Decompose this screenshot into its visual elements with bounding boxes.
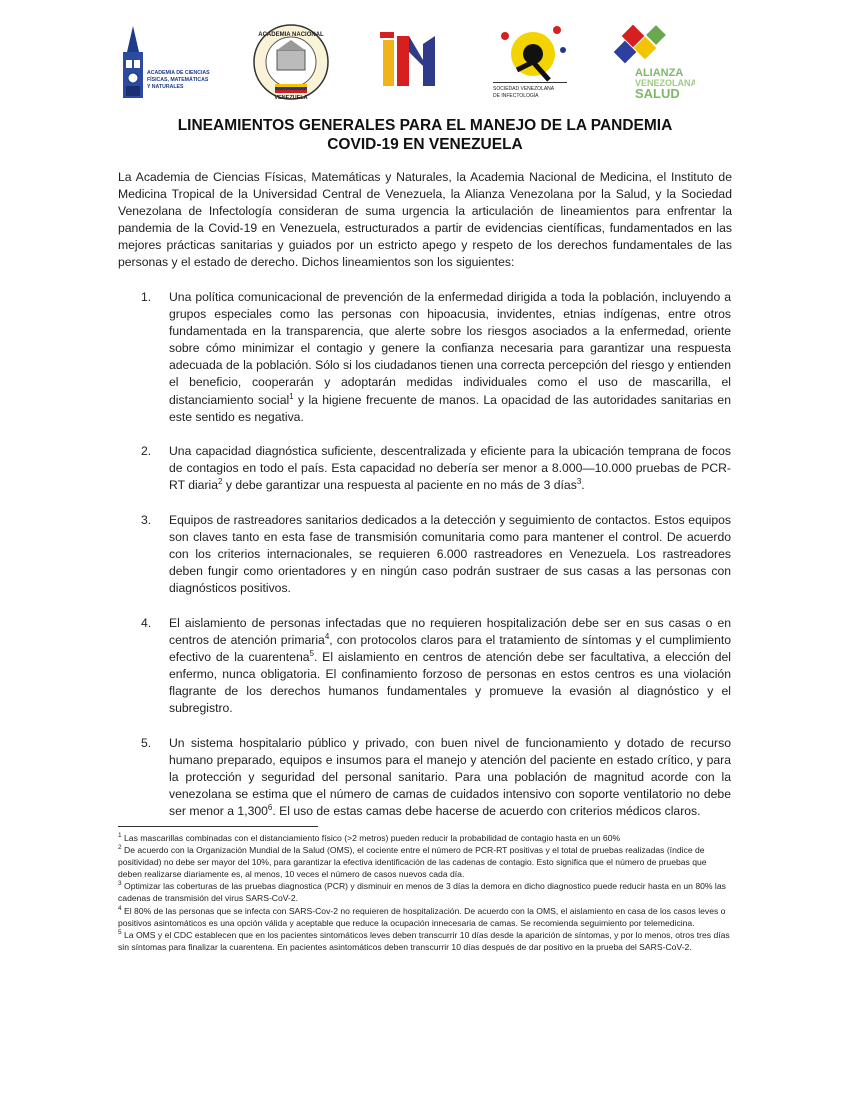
footnote: $^5$ La OMS y el CDC establecen que en los pacientes sintomáticos leves deben transcurrir 10 días desde la aparición de síntomas, y por lo menos, otros tres días sin síntomas para finalizar la cuarentena. En pacientes asintomáticos deben transcurrir 10 días después de dar positivo en la prueba del SARS-CoV-2. [118,928,730,952]
item-number: 1. [141,290,152,304]
svg-text:ALIANZA: ALIANZA [635,67,684,79]
footnote: $^4$ El 80% de las personas que se infecta con SARS-Cov-2 no requieren de hospitalización. De acuerdo con la OMS, el aislamiento en casa de los casos leves o positivos asintomáticos es una opción válida y aceptable que reduce la ocupación innecesaria de camas. Se recomienda seguimiento por telemedicina. [118,904,726,928]
imt-logo [377,22,445,94]
logos-header [115,22,715,102]
svg-text:DE INFECTOLOGÍA: DE INFECTOLOGÍA [493,93,539,99]
footnote-ref[interactable]: 1 [289,391,294,401]
footnote-ref[interactable]: 4 [324,632,330,642]
footnotes [118,832,732,953]
title-line-2: COVID-19 EN VENEZUELA [327,136,523,153]
footnote-ref[interactable]: 5 [309,649,314,659]
item-number: 3. [141,513,152,528]
footnote-divider [118,826,318,827]
guidelines-list [141,289,731,838]
svg-text:FÍSICAS, MATEMÁTICAS: FÍSICAS, MATEMÁTICAS [147,77,209,83]
item-number: 4. [141,616,152,630]
svg-text:SALUD: SALUD [635,86,680,100]
footnote: $^2$ De acuerdo con la Organización Mundial de la Salud (OMS), el cociente entre el número de PCR-RT positivas y el total de pruebas realizadas (índice de positividad) no debe ser mayor del 10%, para garantizar la efectiva identificación de las cadenas de contagio. Esto significa que el número de pruebas que deben realizarse diariamente es, al menos, 10 veces el número de casos nuevos cada día. [118,844,707,880]
footnote-ref[interactable]: 6 [267,803,273,813]
academia-medicina-seal [251,22,331,102]
svg-text:SOCIEDAD VENEZOLANA: SOCIEDAD VENEZOLANA [493,86,555,92]
alianza-salud-logo [609,22,695,100]
document-title [120,116,730,154]
footnote: $^1$ Las mascarillas combinadas con el distanciamiento físico (>2 metros) pueden reducir la probabilidad de contagio hasta en un 60% [118,832,621,843]
academia-ciencias-logo [115,22,230,100]
item-number: 5. [141,736,152,751]
sociedad-infectologia-logo [489,22,573,100]
svg-text:VENEZUELA: VENEZUELA [274,95,308,101]
footnote: $^3$ Optimizar las coberturas de las pruebas diagnostica (PCR) y disminuir en menos de 3 días la demora en dicho diagnostico puede reducir hasta en un 80% las cadenas de transmisión del virus SARS-CoV-2. [118,880,726,904]
footnote-ref[interactable]: 3 [576,477,582,487]
item-number: 2. [141,444,152,459]
tower-icon [115,22,230,100]
list-item: 1. Una política comunicacional de prevención de la enfermedad dirigida a toda la población, incluyendo a grupos especiales como las personas con hipoacusia, invidentes, etnias indígenas, entre otros fundamentada en la transparencia, que alerte sobre los riesgos asociados a la enfermedad, oriente sobre cómo minimizar el contagio y genere la confianza necesaria para garantizar una respuesta adecuada de la población. Sólo si los ciudadanos tienen una correcta percepción del riesgo y entienden el beneficio, cooperarán y adoptarán medidas individuales como el uso de mascarilla, el distanciamiento social$^1$ y la higiene frecuente de manos. La opacidad de las autoridades sanitarias en este sentido es negativa. [141,290,731,424]
intro-paragraph: La Academia de Ciencias Físicas, Matemáticas y Naturales, la Academia Nacional de Medicina, el Instituto de Medicina Tropical de la Universidad Central de Venezuela, la Alianza Venezolana por la Salud, y la Sociedad Venezolana de Infectología consideran de suma urgencia la articulación de lineamientos para enfrentar la pandemia de la Covid-19 en Venezuela, estructurados a partir de evidencias científicas, fundamentados en las mejores prácticas sanitarias y guiados por un estricto apego y respeto de los derechos fundamentales de las personas y el estado de derecho. Dichos lineamientos son los siguientes: [118,170,732,270]
title-line-1: LINEAMIENTOS GENERALES PARA EL MANEJO DE LA PANDEMIA [177,117,673,134]
list-item: 4. El aislamiento de personas infectadas que no requieren hospitalización debe ser en sus casas o en centros de atención primaria$^4$, con protocolos claros para el tratamiento de síntomas y el cumplimiento efectivo de la cuarentena$^5$. El aislamiento en centros de atención debe ser facultativa, a elección del enfermo, nunca obligatoria. El confinamiento forzoso de personas en estos centros es una violación flagrante de los derechos humanos fundamentales y promueve la evasión al diagnóstico y el subregistro. [141,616,732,716]
list-item: 2. Una capacidad diagnóstica suficiente, descentralizada y eficiente para la ubicación temprana de focos de contagios en todo el país. Esta capacidad no debería ser menor a 8.000—10.000 pruebas de PCR-RT diaria$^2$ y debe garantizar una respuesta al paciente en no más de 3 días$^3$. [141,444,731,493]
svg-text:ACADEMIA NACIONAL: ACADEMIA NACIONAL [258,32,324,38]
footnote-ref[interactable]: 2 [218,477,223,487]
svg-text:VENEZOLANA: VENEZOLANA [635,78,695,88]
list-item: 3. Equipos de rastreadores sanitarios dedicados a la detección y seguimiento de contactos. Estos equipos son claves tanto en esta fase de transmisión comunitaria como para mantener el control. De acuerdo con los criterios internacionales, se requieren 6.000 rastreadores en Venezuela. Los rastreadores deben fungir como orientadores y en ningún caso podrán sustraer de sus casas a las personas con diagnósticos positivos. [141,513,731,596]
svg-text:ACADEMIA DE CIENCIAS: ACADEMIA DE CIENCIAS [147,70,210,76]
list-item: 5. Un sistema hospitalario público y privado, con buen nivel de funcionamiento y dotado de recurso humano preparado, equipos e insumos para el manejo y atención del paciente en estado crítico, y para la protección y seguridad del personal sanitario. Para una población de magnitud acorde con la venezolana se estima que el número de camas de cuidados intensivo con soporte ventilatorio no debe ser menor a 1,300$^6$. El uso de estas camas debe hacerse de acuerdo con criterios médicos claros. [141,736,731,819]
svg-text:Y NATURALES: Y NATURALES [147,84,184,90]
